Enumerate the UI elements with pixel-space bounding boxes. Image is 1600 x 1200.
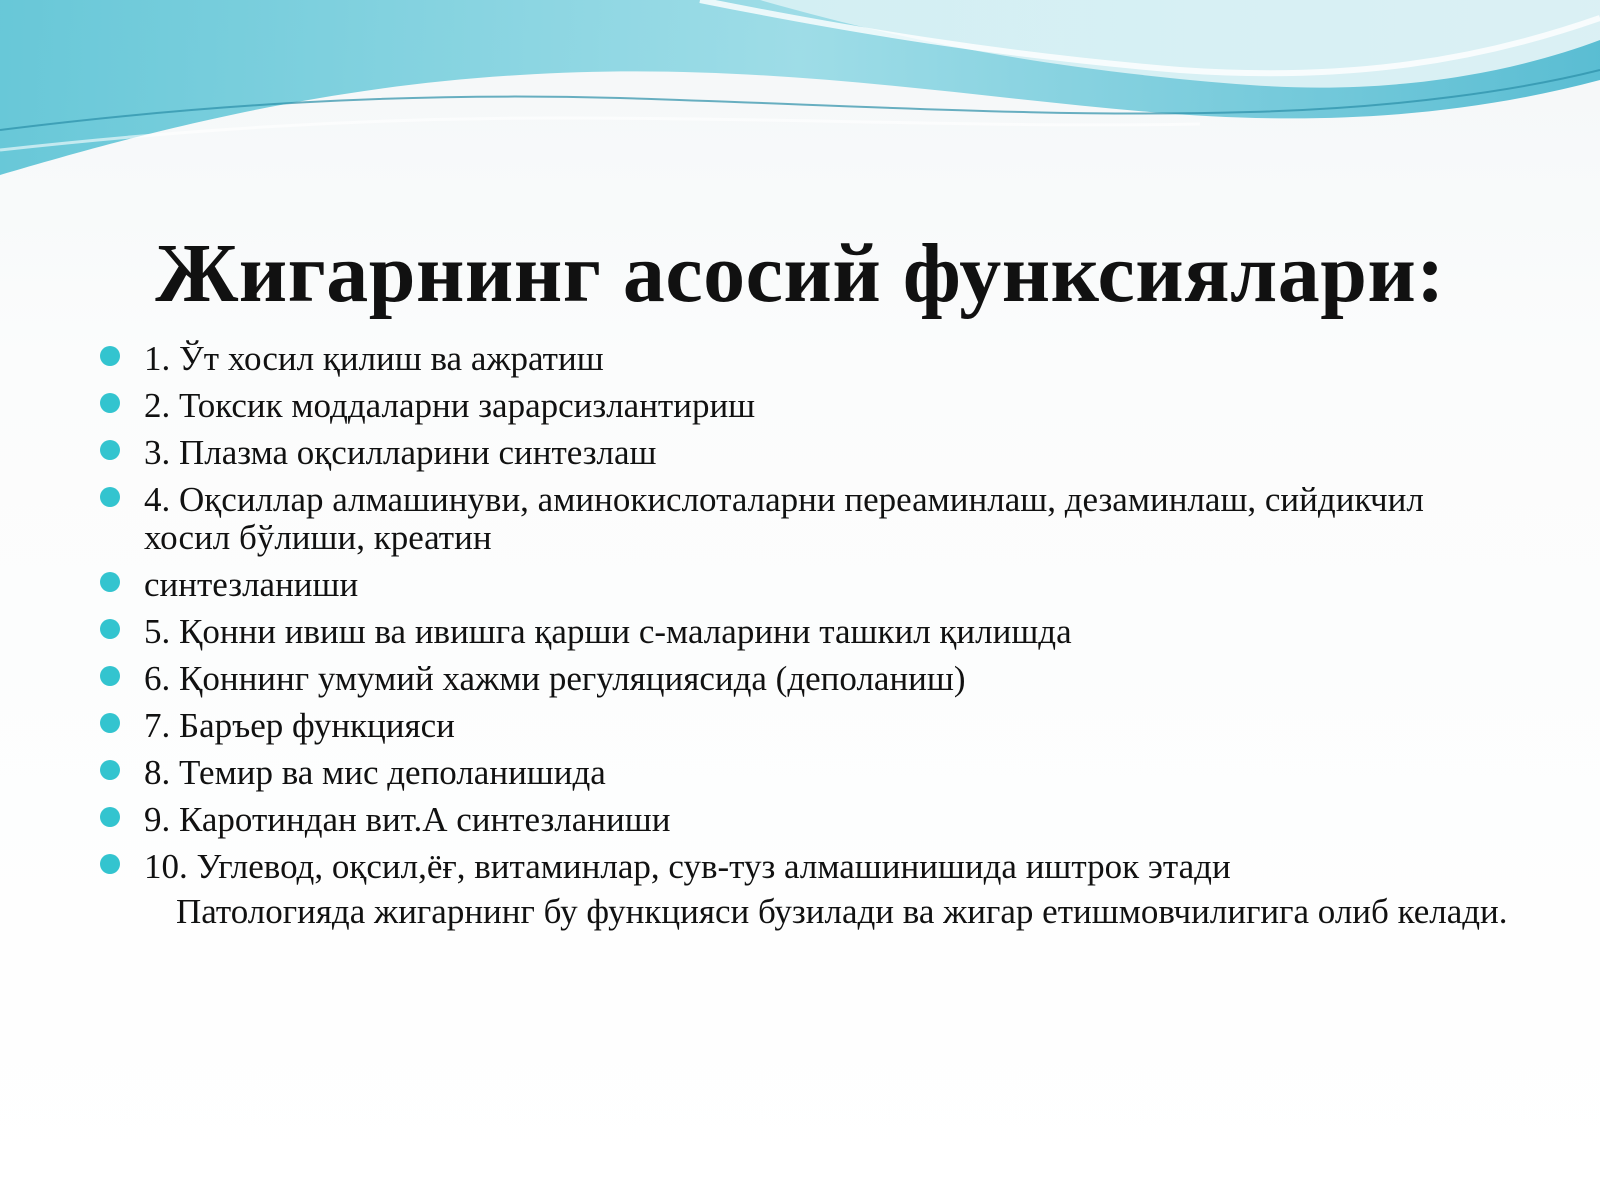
list-item bbox=[96, 848, 1516, 886]
list-item-text: 2. Токсик моддаларни зарарсизлантириш bbox=[144, 386, 756, 425]
list-item bbox=[96, 707, 1516, 745]
list-item bbox=[96, 660, 1516, 698]
bullet-icon bbox=[100, 854, 120, 874]
list-item bbox=[96, 754, 1516, 792]
bullet-icon bbox=[100, 666, 120, 686]
bullet-icon bbox=[100, 346, 120, 366]
bullet-icon bbox=[100, 393, 120, 413]
bullet-icon bbox=[100, 572, 120, 592]
bullet-icon bbox=[100, 713, 120, 733]
list-item-text: 1. Ўт хосил қилиш ва ажратиш bbox=[144, 339, 604, 378]
list-item bbox=[96, 434, 1516, 472]
list-item-text: 9. Каротиндан вит.А синтезланиши bbox=[144, 800, 671, 839]
list-item-text: 8. Темир ва мис деполанишида bbox=[144, 753, 606, 792]
decorative-wave-header bbox=[0, 0, 1600, 190]
list-item-text: 10. Углевод, оқсил,ёғ, витаминлар, сув-туз алмашинишида иштрок этади bbox=[144, 847, 1231, 886]
bullet-icon bbox=[100, 440, 120, 460]
list-item bbox=[96, 801, 1516, 839]
pathology-note: Патологияда жигарнинг бу функцияси бузилади ва жигар етишмовчилигига олиб келади. bbox=[176, 892, 1508, 931]
list-item-text: 4. Оқсиллар алмашинуви, аминокислоталарни переаминлаш, дезаминлаш, сийдикчил хосил бўлиши, креатин bbox=[144, 480, 1424, 557]
list-item bbox=[96, 566, 1516, 604]
list-item bbox=[96, 481, 1516, 557]
list-item bbox=[96, 340, 1516, 378]
slide-title: Жигарнинг асосий функсиялари: bbox=[155, 227, 1445, 320]
list-item-text: 6. Қоннинг умумий хажми регуляциясида (деполаниш) bbox=[144, 659, 966, 698]
list-item bbox=[96, 387, 1516, 425]
list-item-text: 5. Қонни ивиш ва ивишга қарши с-маларини ташкил қилишда bbox=[144, 612, 1072, 651]
bullet-list bbox=[96, 340, 1516, 931]
list-item-text: 7. Баръер функцияси bbox=[144, 706, 455, 745]
bullet-icon bbox=[100, 807, 120, 827]
bullet-icon bbox=[100, 619, 120, 639]
bullet-icon bbox=[100, 487, 120, 507]
list-item-text: 3. Плазма оқсилларини синтезлаш bbox=[144, 433, 657, 472]
bullet-icon bbox=[100, 760, 120, 780]
list-item-text: синтезланиши bbox=[144, 565, 359, 604]
list-item bbox=[96, 613, 1516, 651]
